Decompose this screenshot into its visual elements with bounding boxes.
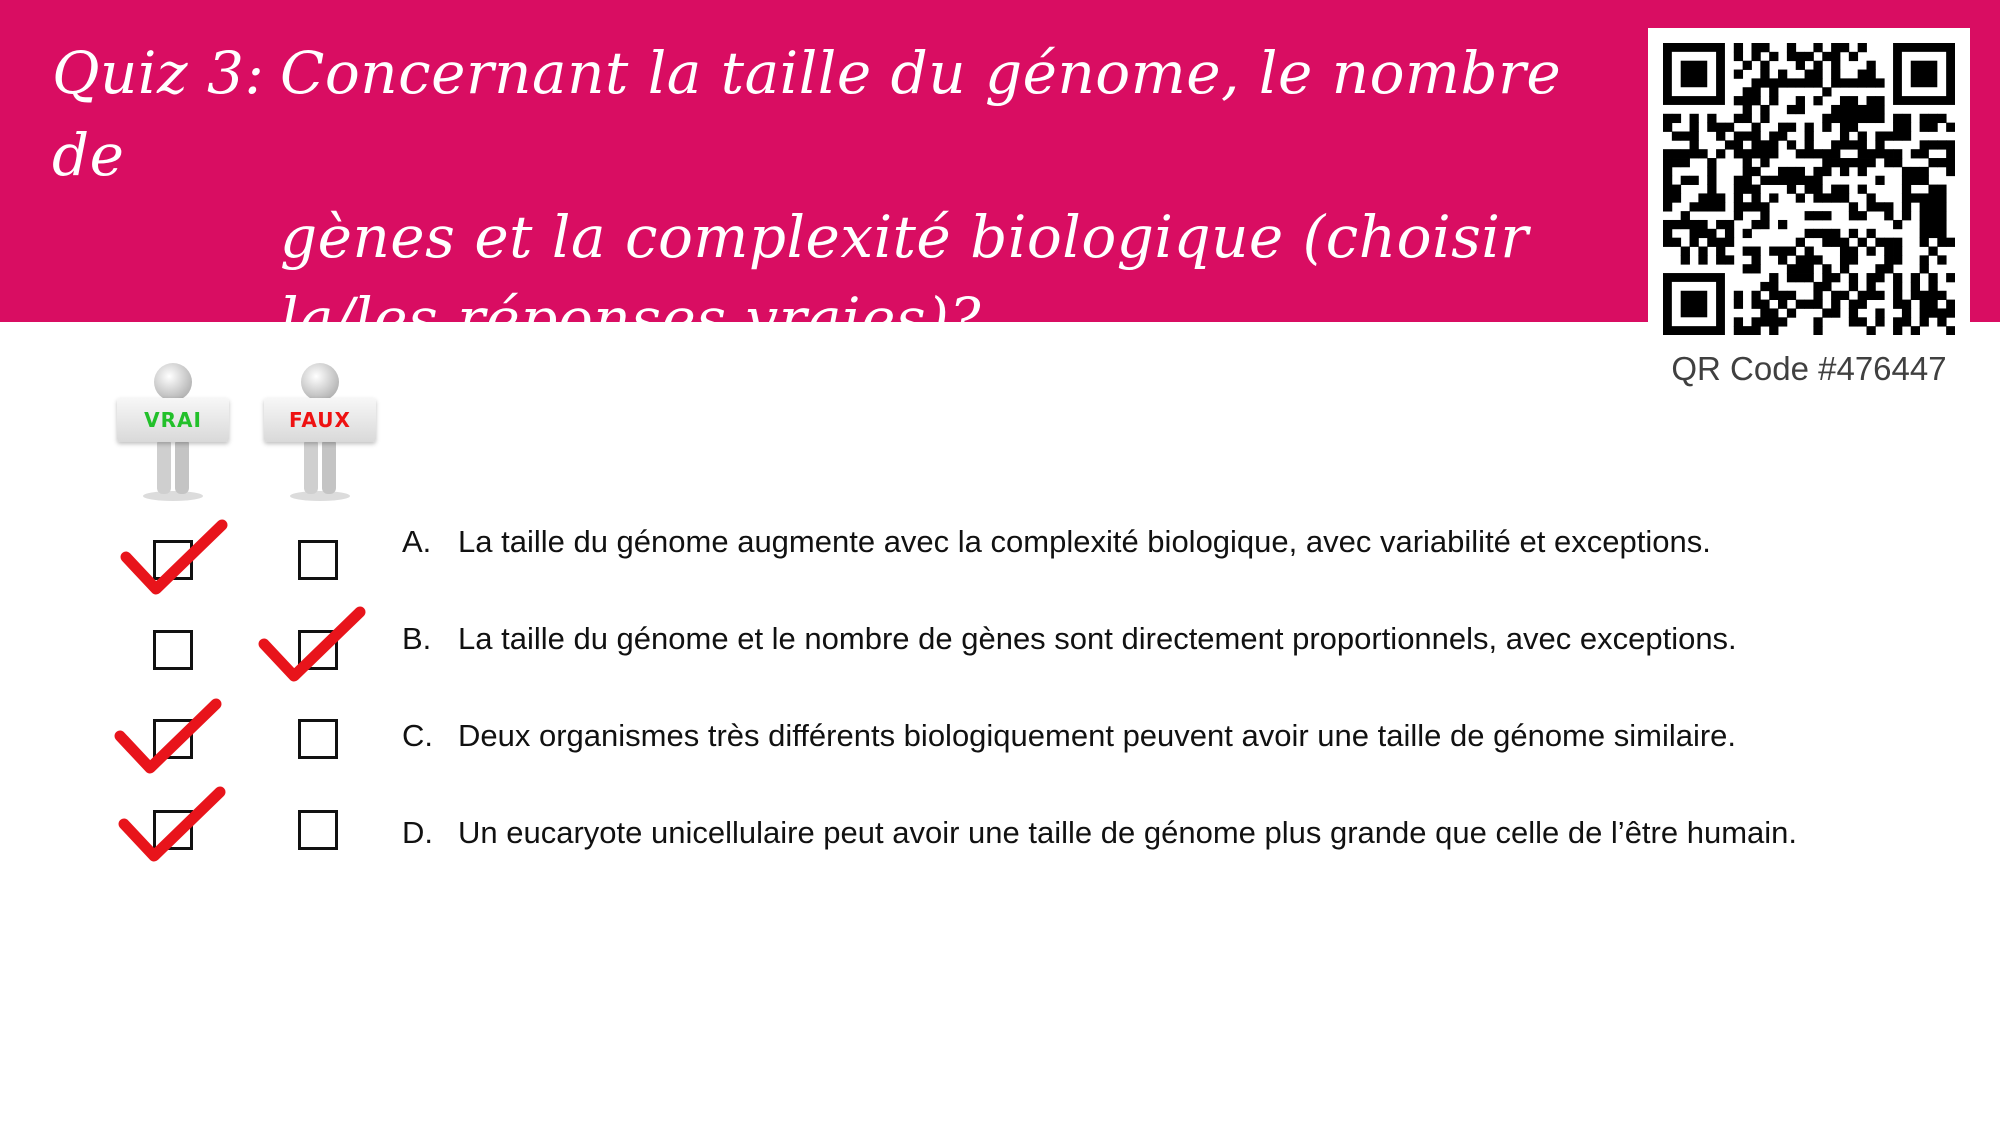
option-letter: A. (402, 524, 432, 559)
option-letter: D. (402, 815, 433, 850)
checkmark-icon (112, 696, 222, 776)
option-text: Un eucaryote unicellulaire peut avoir une taille de génome plus grande que celle de l’être humain. (458, 815, 1798, 850)
checkbox-faux-d[interactable] (298, 810, 338, 850)
checkmark-icon (256, 604, 366, 684)
option-c (402, 714, 1736, 758)
title-line-1: Concernant la taille du génome, le nombre de (52, 39, 1562, 189)
qr-code (1648, 28, 1970, 350)
checkbox-vrai-b[interactable] (153, 630, 193, 670)
vrai-column-header (117, 362, 229, 502)
checkbox-faux-c[interactable] (298, 719, 338, 759)
qr-code-pattern (1663, 43, 1955, 335)
title-line-2: gènes et la complexité biologique (choisir (280, 203, 1529, 271)
option-a (402, 520, 1711, 564)
option-text: Deux organismes très différents biologiquement peuvent avoir une taille de génome similaire. (458, 718, 1737, 753)
checkbox-faux-a[interactable] (298, 540, 338, 580)
faux-label: FAUX (289, 408, 351, 432)
vrai-sign (117, 398, 229, 442)
title-line-3: la/les réponses vraies)? (280, 285, 981, 353)
faux-column-header (264, 362, 376, 502)
faux-sign (264, 398, 376, 442)
quiz-title (52, 32, 1612, 360)
qr-code-caption: QR Code #476447 (1671, 350, 1947, 387)
quiz-number: Quiz 3: (52, 39, 265, 107)
option-d (402, 811, 1797, 855)
option-text: La taille du génome augmente avec la complexité biologique, avec variabilité et exceptions. (458, 524, 1711, 559)
option-letter: C. (402, 718, 433, 753)
vrai-label: VRAI (144, 408, 202, 432)
option-b (402, 617, 1737, 661)
option-text: La taille du génome et le nombre de gènes sont directement proportionnels, avec exceptions. (458, 621, 1737, 656)
option-letter: B. (402, 621, 432, 656)
checkmark-icon (118, 517, 228, 597)
checkmark-icon (116, 784, 226, 864)
